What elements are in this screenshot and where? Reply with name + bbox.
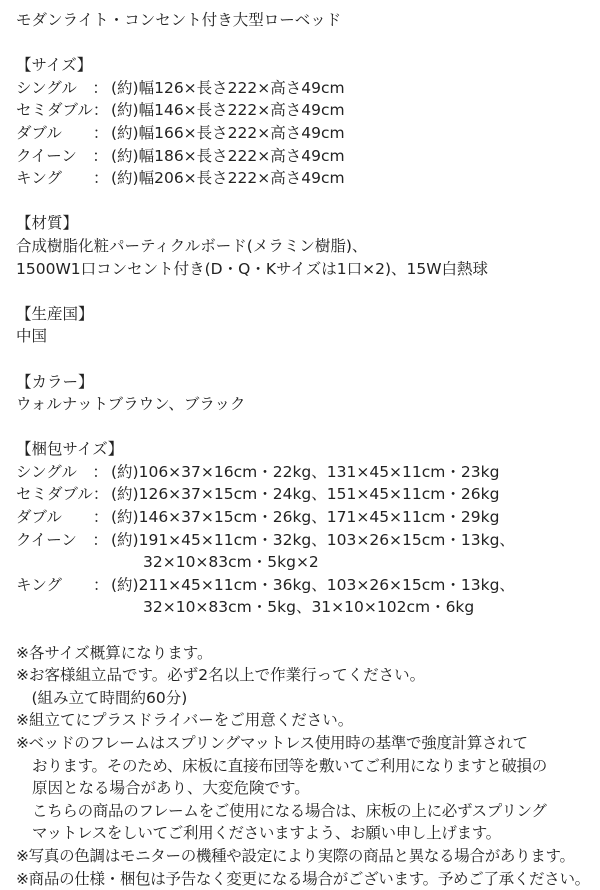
size-label: セミダブル：	[16, 101, 109, 120]
packing-value-continued: 32×10×83cm・5kg×2	[143, 553, 319, 572]
size-section	[16, 54, 594, 190]
note-line: ※写真の色調はモニターの機種や設定により実際の商品と異なる場合があります。	[16, 846, 575, 865]
packing-value: (約)146×37×15cm・26kg、171×45×11cm・29kg	[111, 508, 500, 527]
packing-row	[16, 483, 594, 506]
note-line: こちらの商品のフレームをご使用になる場合は、床板の上に必ずスプリング	[32, 801, 547, 820]
size-row	[16, 145, 594, 168]
size-row	[16, 77, 594, 100]
size-label: キング ：	[16, 169, 109, 188]
packing-section	[16, 438, 594, 619]
origin-section	[16, 303, 594, 348]
size-heading: 【サイズ】	[16, 56, 93, 75]
size-value: (約)幅206×長さ222×高さ49cm	[111, 169, 345, 188]
size-value: (約)幅166×長さ222×高さ49cm	[111, 123, 345, 142]
note-line: おります。そのため、床板に直接布団等を敷いてご利用になりますと破損の	[32, 756, 547, 775]
packing-value: (約)191×45×11cm・32kg、103×26×15cm・13kg、	[111, 530, 515, 549]
packing-value: (約)211×45×11cm・36kg、103×26×15cm・13kg、	[111, 575, 515, 594]
origin-heading: 【生産国】	[16, 304, 94, 323]
packing-heading: 【梱包サイズ】	[16, 440, 124, 459]
color-value: ウォルナットブラウン、ブラック	[16, 395, 246, 414]
packing-label: シングル ：	[16, 462, 108, 481]
size-label: シングル ：	[16, 78, 108, 97]
product-spec-document	[16, 9, 594, 890]
packing-label: クイーン ：	[16, 530, 108, 549]
color-heading: 【カラー】	[16, 372, 94, 391]
note-line: ※各サイズ概算になります。	[16, 643, 213, 662]
size-label: ダブル ：	[16, 123, 109, 142]
packing-label: セミダブル：	[16, 485, 109, 504]
note-line: ※お客様組立品です。必ず2名以上で作業行ってください。	[16, 666, 426, 685]
packing-row	[16, 461, 594, 484]
packing-value-continued: 32×10×83cm・5kg、31×10×102cm・6kg	[143, 598, 475, 617]
origin-value: 中国	[16, 327, 48, 346]
material-heading: 【材質】	[16, 214, 79, 233]
packing-row	[16, 529, 594, 552]
size-value: (約)幅146×長さ222×高さ49cm	[111, 101, 345, 120]
material-line: 1500W1口コンセント付き(D・Q・Kサイズは1口×2)、15W白熱球	[16, 259, 489, 278]
packing-label: キング ：	[16, 575, 109, 594]
note-line: マットレスをしいてご利用くださいますよう、お願い申し上げます。	[32, 824, 501, 843]
packing-value: (約)126×37×15cm・24kg、151×45×11cm・26kg	[111, 485, 500, 504]
size-row	[16, 122, 594, 145]
note-line: ※組立てにプラスドライバーをご用意ください。	[16, 711, 354, 730]
note-line: ※商品の仕様・梱包は予告なく変更になる場合がございます。予めご了承ください。	[16, 869, 590, 888]
packing-value: (約)106×37×16cm・22kg、131×45×11cm・23kg	[111, 462, 500, 481]
size-label: クイーン ：	[16, 146, 108, 165]
note-line: ※ベッドのフレームはスプリングマットレス使用時の基準で強度計算されて	[16, 734, 528, 752]
material-section	[16, 212, 594, 280]
notes-section	[16, 642, 594, 890]
size-row	[16, 99, 594, 122]
packing-row	[16, 506, 594, 529]
color-section	[16, 371, 594, 416]
material-line: 合成樹脂化粧パーティクルボード(メラミン樹脂)、	[16, 236, 368, 255]
product-title: モダンライト・コンセント付き大型ローベッド	[16, 11, 342, 29]
note-line: 原因となる場合があり、大変危険です。	[32, 779, 310, 798]
size-row	[16, 167, 594, 190]
size-value: (約)幅126×長さ222×高さ49cm	[111, 78, 345, 97]
size-value: (約)幅186×長さ222×高さ49cm	[111, 146, 345, 165]
packing-label: ダブル ：	[16, 508, 109, 527]
packing-row	[16, 574, 594, 597]
note-line: (組み立て時間約60分)	[16, 688, 188, 707]
